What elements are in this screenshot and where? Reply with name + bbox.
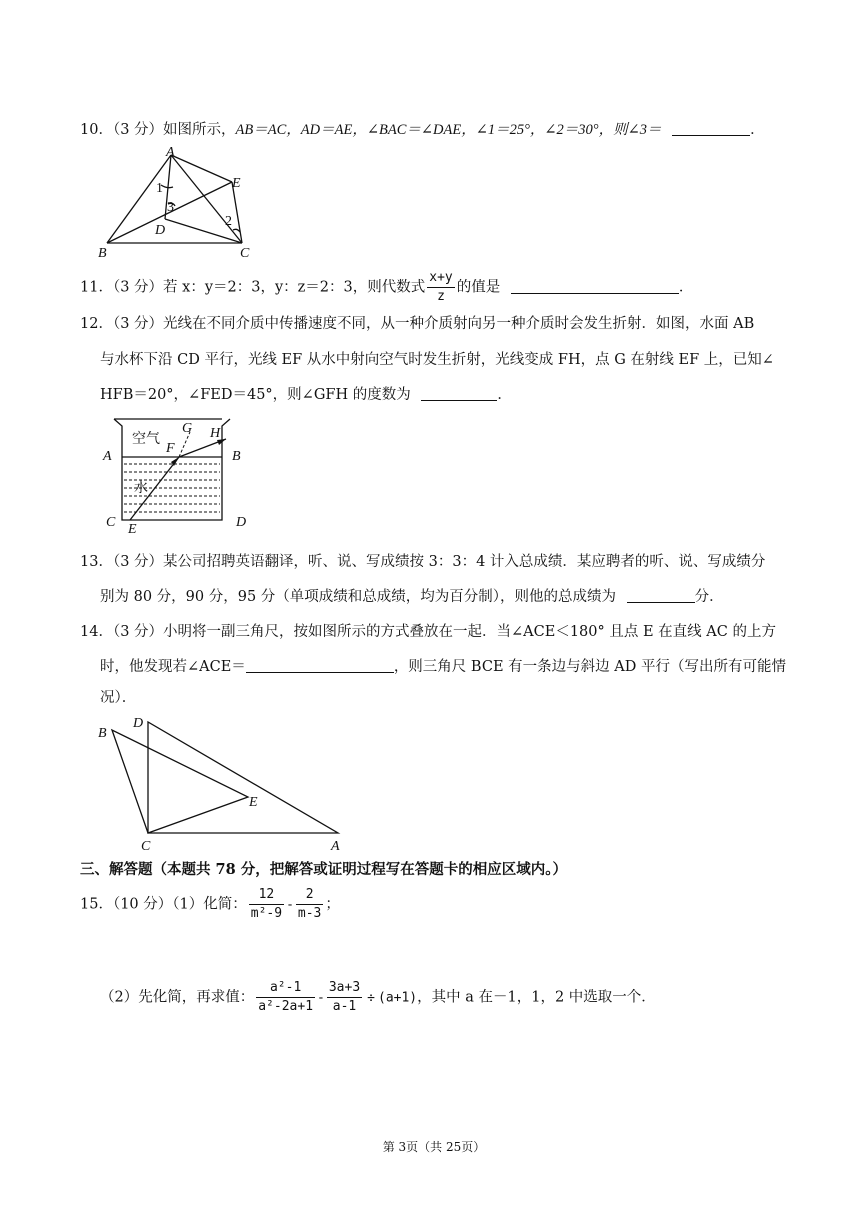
- q12-label-d: D: [236, 515, 247, 530]
- q13-line2-text: 别为 80 分，90 分，95 分（单项成绩和总成绩，均为百分制），则他的总成绩为: [100, 589, 617, 605]
- q12-label-e: E: [128, 522, 137, 534]
- q10-label-b: B: [98, 246, 107, 261]
- q15-divide: ÷: [367, 990, 375, 1006]
- q15-semicolon: ；: [325, 896, 340, 913]
- page-footer: 第 3页（共 25页）: [382, 1140, 486, 1154]
- q12-label-water: 水: [134, 481, 148, 496]
- q15-part2: [100, 980, 656, 1015]
- q10-answer-blank[interactable]: [672, 119, 750, 136]
- q10-prefix: 10．（3 分）如图所示，: [80, 122, 236, 138]
- q12-label-h: H: [210, 426, 221, 441]
- q15-g1-denominator: a²-2a+1: [258, 999, 314, 1014]
- q14-line1: 14．（3 分）小明将一副三角尺，按如图所示的方式叠放在一起．当∠ACE＜180° 且点 E 在直线 AC 的上方: [80, 624, 776, 640]
- q12-line3: [100, 384, 512, 405]
- section-3-heading: 三、解答题（本题共 78 分，把解答或证明过程写在答题卡的相应区域内。）: [80, 861, 568, 878]
- q15-f1-numerator: 12: [249, 887, 284, 905]
- q11-line: [80, 270, 693, 305]
- q10-figure: [95, 142, 265, 262]
- q10-angle-2: 2: [225, 214, 232, 229]
- q15-fraction-3: [256, 980, 315, 1015]
- q11-end: ．: [678, 279, 694, 296]
- q10-label-c: C: [240, 246, 250, 261]
- q11-suffix: 的值是: [456, 279, 501, 296]
- q13-answer-blank[interactable]: [627, 586, 695, 603]
- q14-line2-end: ，则三角尺 BCE 有一条边与斜边 AD 平行（写出所有可能情: [393, 659, 786, 675]
- q14-label-e: E: [249, 795, 258, 810]
- q15-prefix: 15．（10 分）（1）化简：: [80, 896, 247, 913]
- q12-line1: 12．（3 分）光线在不同介质中传播速度不同，从一种介质射向另一种介质时会发生折射．如图，水面 AB: [80, 316, 755, 332]
- q15-g2-numerator: 3a+3: [327, 980, 362, 998]
- q11-answer-blank[interactable]: [511, 277, 679, 294]
- q14-line2-start: 时，他发现若∠ACE＝: [100, 659, 246, 675]
- q14-label-c: C: [141, 839, 151, 854]
- q11-denominator: z: [437, 289, 445, 304]
- q15-fraction-4: [327, 980, 362, 1015]
- q15-f1-denominator: m²-9: [250, 906, 283, 921]
- q15-g1-numerator: a²-1: [256, 980, 315, 998]
- q10-label-e: E: [232, 176, 241, 191]
- q12-answer-blank[interactable]: [421, 384, 497, 401]
- q10-condition: AB＝AC，AD＝AE，∠BAC＝∠DAE，∠1＝25°，∠2＝30°，则∠3＝: [235, 122, 662, 138]
- q15-g2-denominator: a-1: [332, 999, 357, 1014]
- q14-label-b: B: [98, 726, 107, 741]
- q12-label-c: C: [106, 515, 116, 530]
- q10-angle-1: 1: [156, 181, 163, 196]
- q15-minus: -: [286, 897, 294, 913]
- q12-label-g: G: [182, 421, 193, 436]
- q12-line2: 与水杯下沿 CD 平行，光线 EF 从水中射向空气时发生折射，光线变成 FH，点 G 在射线 EF 上，已知∠: [100, 352, 774, 368]
- q15-f2-numerator: 2: [296, 887, 323, 905]
- q12-label-a: A: [103, 449, 112, 464]
- q14-line2: [100, 656, 786, 677]
- q14-label-a: A: [331, 839, 340, 854]
- q12-line3-text: HFB＝20°，∠FED＝45°，则∠GFH 的度数为: [100, 387, 411, 403]
- q15-part2-suffix: ，其中 a 在－1，1，2 中选取一个．: [417, 989, 656, 1006]
- q10-label-d: D: [155, 223, 166, 238]
- q15-part2-prefix: （2）先化简，再求值：: [100, 989, 255, 1006]
- q13-line2: [100, 586, 724, 607]
- q15-paren: (a+1): [378, 990, 418, 1006]
- q13-end: 分．: [694, 589, 724, 605]
- q12-label-air: 空气: [132, 432, 160, 447]
- q11-prefix: 11．（3 分）若 x：y＝2：3，y：z＝2：3，则代数式: [80, 279, 426, 296]
- q12-label-f: F: [166, 441, 175, 456]
- q12-figure: [100, 412, 260, 534]
- q10-label-a: A: [166, 145, 175, 160]
- q12-label-b: B: [232, 449, 241, 464]
- q11-numerator: x+y: [427, 270, 454, 288]
- q14-figure: [95, 712, 355, 854]
- q10-end: ．: [750, 122, 765, 138]
- q14-label-d: D: [133, 716, 144, 731]
- q10-line: [80, 119, 765, 140]
- q14-line3: 况）．: [100, 690, 137, 706]
- q15-f2-denominator: m-3: [297, 906, 322, 921]
- q15-part1: [80, 887, 340, 922]
- q15-fraction-2: [296, 887, 323, 922]
- q12-end: ．: [497, 387, 512, 403]
- q15-fraction-1: [249, 887, 284, 922]
- q11-fraction: [427, 270, 454, 305]
- q10-angle-3: 3: [167, 200, 174, 215]
- q13-line1: 13．（3 分）某公司招聘英语翻译，听、说、写成绩按 3：3：4 计入总成绩．某应聘者的听、说、写成绩分: [80, 554, 766, 570]
- q14-answer-blank[interactable]: [246, 656, 394, 673]
- q15-minus-2: -: [317, 990, 325, 1006]
